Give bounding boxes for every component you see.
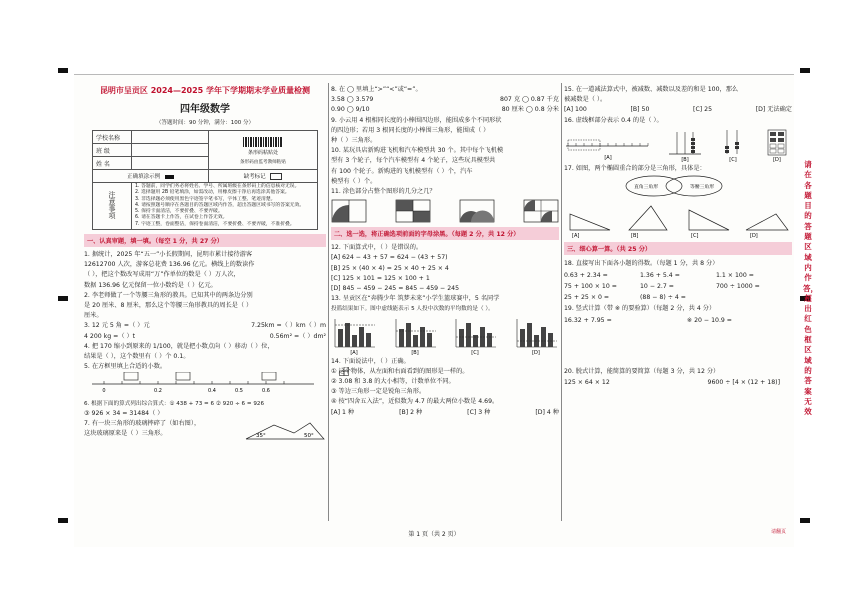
tick-label: 0.5 <box>235 388 243 395</box>
question-5: 5. 在方框里填上合适的小数。 0 0.2 0.4 0.5 0.6 <box>84 362 326 398</box>
triangle-a[interactable] <box>564 204 614 238</box>
venn-diagram <box>564 174 790 198</box>
corner-mark <box>800 68 810 73</box>
svg-text:[B]: [B] <box>410 349 419 355</box>
option-b[interactable]: [B] 2 种 <box>399 408 423 416</box>
svg-text:直角三角形: 直角三角形 <box>634 185 658 191</box>
section-1-header: 一、认真审题，填一填。（每空 1 分，共 27 分） <box>84 234 326 247</box>
svg-text:[A]: [A] <box>350 349 358 355</box>
attention-list: 1. 答题前，同学们务必将姓名、学号、所属班级在条形码上的信息核对无误。 2. 选择题用 2B 铅笔填涂，如需改动，用橡皮擦干净后再选涂其他答案。 3. 非选择题必须使用黑色字迹签字笔书写，字体工整、笔迹清楚。 4. 请按照题号顺序在各题目的答题区域内作答，超出答题区域书写的答案无效。 5. 保持卡面清洁，不要折叠、不要弄破。 6. 请在答题卡上作答，在试卷上作答无效。 7. 字迹工整，卷面整洁，保持卷面清洁，不要折叠、不要弄破，不准折叠。 <box>132 183 318 230</box>
shaded-figure <box>523 199 559 223</box>
shaded-figure <box>331 199 367 223</box>
work-area[interactable] <box>564 326 792 366</box>
broken-glass-figure <box>244 419 326 441</box>
abacus-option-b[interactable] <box>665 128 705 162</box>
svg-text:[D]: [D] <box>749 233 758 239</box>
option-c[interactable]: [C] 3 种 <box>467 408 491 416</box>
barcode-area: 条形码粘贴处 条形码由监考教师粘贴 <box>209 131 318 170</box>
svg-text:35°: 35° <box>256 433 266 440</box>
shaded-figure <box>395 199 431 223</box>
question-2: 2. 李老师做了一个等腰三角形的教具。已知其中的两条边分别 是 20 厘米、8 厘米，那么这个等腰三角形教具的周长是（ ） 厘米。 <box>84 291 253 320</box>
question-7: 7. 有一块三角形的玻璃摔碎了（如右图）， 这块玻璃原来是（ ）三角形。 35° 50° <box>84 419 326 439</box>
option-a[interactable]: [A] 100 <box>564 106 587 114</box>
tick-label: 0.2 <box>154 388 162 395</box>
number-line-option-a[interactable] <box>564 128 652 162</box>
bar-chart-c[interactable] <box>452 317 498 355</box>
question-8: 8. 在 ◯ 里填上“>”“<”或“=”。 3.58 ◯ 3.579 807 克 ◯ 0.87 千克 0.90 ◯ 9/10 80 厘米 ◯ 0.8 分米 <box>331 86 559 114</box>
student-info-table <box>92 130 318 230</box>
side-note: 请在各题目的答题区域内作答，超出红色框区域的答案无效 <box>803 160 818 417</box>
turn-page-tag: 请翻页 <box>770 529 786 535</box>
svg-text:[D]: [D] <box>532 349 540 355</box>
question-18: 18. 直接写出下面各小题的得数。（每题 1 分，共 8 分） 0.63 + 2.34 = 1.36 + 5.4 = 1.1 × 100 = 75 + 100 × 10 = 10 − 2.7 = 700 ÷ 1000 = 25 + 25 × 0 = (88 − 8) ÷ 4 = <box>564 260 760 302</box>
question-11: 11. 涂色部分占整个图形的几分之几？ <box>331 187 559 223</box>
triangle-c[interactable] <box>683 204 733 238</box>
question-1: 1. 据统计，2025 年“五一”小长假期间，昆明市累计接待游客 12612700 人次，游客总花费 136.96 亿元。横线上的数读作 （ ），把这个数改写成用“万”作单位的数是（ ）万人次， 数据 136.96 亿元保留一位小数约是（ ）亿元。 <box>84 251 255 289</box>
class-label: 班 级 <box>93 144 132 157</box>
answer-box[interactable] <box>262 372 276 380</box>
answer-box[interactable] <box>124 372 138 380</box>
grid-option-c[interactable] <box>719 128 749 162</box>
exam-title: 昆明市呈贡区 2024—2025 学年下学期期末学业质量检测 <box>99 86 311 95</box>
absent-mark-box[interactable] <box>270 173 282 180</box>
option-c[interactable]: [C] 25 <box>693 106 713 114</box>
shaded-figure <box>459 199 495 223</box>
triangle-b[interactable] <box>623 204 673 238</box>
section-2-header: 二、选一选，将正确选项前面的字母涂黑。（每题 2 分，共 12 分） <box>331 227 559 240</box>
bar-chart-b[interactable] <box>392 317 438 355</box>
school-field[interactable] <box>132 131 209 144</box>
decimal-figures <box>564 128 792 162</box>
fill-example-label: 正确填涂示例 <box>127 174 161 180</box>
page-footer: 第 1 页（共 2 页） <box>408 531 460 538</box>
bar-chart-options <box>331 317 559 355</box>
column-3 <box>564 85 792 527</box>
absent-mark-label: 缺考标记 <box>243 174 266 180</box>
class-field[interactable] <box>132 144 209 157</box>
option-b[interactable]: [B] 50 <box>630 106 650 114</box>
question-15: 15. 在一道减法算式中，被减数、减数以及差的和是 100，那么 被减数是（ ）。 [A] 100 [B] 50 [C] 25 [D] 无法确定 <box>564 85 792 116</box>
question-20: 20. 脱式计算，能简算的要简算（每题 3 分，共 12 分） 125 × 64 × 12 9600 ÷ [4 × (12 + 18)] <box>564 368 780 387</box>
corner-mark <box>58 296 68 301</box>
tick-label: 0 <box>102 388 106 395</box>
option-d[interactable]: [D] 4 种 <box>535 408 559 416</box>
option-d[interactable]: [D] 无法确定 <box>755 106 792 114</box>
question-14: 14. 下面说法中，（ ）正确。 ① 这个物体，从左面和右面看到的图形是一样的。 ② 3.08 和 3.8 的大小相等，计数单位不同。 ③ 等边三角形一定是锐角三角形。 ④ 按“四舍五入法”，近似数为 4.7 的最大两位小数是 4.69。 [A] 1 种 [B] 2 种 [C] 3 种 [D] 4 种 <box>331 357 559 418</box>
corner-mark <box>58 518 68 523</box>
svg-text:[C]: [C] <box>728 156 737 162</box>
corner-mark <box>800 518 810 523</box>
exam-info: （答题时间：90 分钟，满分：100 分） <box>156 120 254 126</box>
question-6: 6. 根据下面的算式列出综合算式：① 438 + 73 = 6 ② 920 ÷ 6 = 926 ③ 926 × 34 = 31484（ ） <box>84 400 265 417</box>
tick-label: 0.4 <box>208 388 216 395</box>
tick-label: 0.6 <box>262 388 270 395</box>
cube-stack-figure <box>339 367 353 376</box>
question-10: 10. 某玩具店新购进飞机和汽车模型共 30 个。其中每个飞机模 型有 3 个轮子，每个汽车模型有 4 个轮子，这些玩具模型共 有 100 个轮子。新购进的飞机模型有（ ）个，汽车 模型有（ ）个。 <box>331 147 504 185</box>
option-a[interactable]: [A] 1 种 <box>331 408 355 416</box>
question-13: 13. 呈贡区在“奔腾少年 筑梦未来”小学生篮球赛中，5 名同学 投篮结果如下。图中虚线能表示 5 人投中次数的平均数的是（ ）。 [A] [B] [C] [D] <box>331 294 559 354</box>
question-17: 17. 如图，两个椭圆重合的部分是三角形，具体是： 直角三角形 等腰三角形 [A] [B] [C] [D] <box>564 164 792 238</box>
svg-text:[C]: [C] <box>690 233 699 239</box>
column-2 <box>331 85 559 527</box>
answer-sheet <box>74 74 794 547</box>
svg-text:[D]: [D] <box>773 156 781 162</box>
barcode-icon <box>243 137 283 147</box>
question-16: 16. 虚线框部分表示 0.4 的是（ ）。 [A] [B] [C] [D] <box>564 116 792 162</box>
question-3: 3. 12 元 5 角 =（ ）元 7.25km =（ ）km（ ）m 4 200 kg =（ ）t 0.56m² =（ ）dm² <box>84 322 326 340</box>
svg-text:[B]: [B] <box>681 156 689 162</box>
fill-example-mark <box>165 175 174 179</box>
svg-text:[B]: [B] <box>631 233 639 239</box>
svg-text:等腰三角形: 等腰三角形 <box>690 185 714 191</box>
bar-chart-a[interactable] <box>331 317 377 355</box>
exam-subject: 四年级数学 <box>180 104 230 115</box>
question-9: 9. 小云用 4 根相同长度的小棒围四边形，能围成多个不同形状 的四边形；若用 3 根同长度的小棒围三角形，能围成（ ） 种（ ）三角形。 <box>331 116 502 145</box>
question-19: 19. 竖式计算（带 ※ 的要验算）（每题 2 分，共 4 分） 16.32 + 7.95 = ※ 20 − 10.9 = <box>564 303 792 366</box>
column-1 <box>84 85 326 527</box>
number-line <box>84 372 322 394</box>
name-label: 姓 名 <box>93 157 132 170</box>
attention-label: 注意事项 <box>108 191 116 219</box>
question-4: 4. 把 170 缩小到原来的 1/100，就是把小数点向（ ）移动（ ）位， 结果是（ ），这个数里有（ ）个 0.1。 <box>84 342 274 361</box>
bar-chart-d[interactable] <box>513 317 559 355</box>
svg-text:[C]: [C] <box>471 349 480 355</box>
section-3-header: 三、细心算一算。（共 25 分） <box>564 242 792 255</box>
corner-mark <box>58 68 68 73</box>
name-field[interactable] <box>132 157 209 170</box>
svg-text:50°: 50° <box>304 433 314 440</box>
svg-text:[A]: [A] <box>604 154 612 161</box>
school-label: 学校名称 <box>93 131 132 144</box>
svg-text:[A]: [A] <box>572 233 580 239</box>
grid-option-d[interactable] <box>762 128 792 162</box>
triangle-d[interactable] <box>742 204 792 238</box>
question-12: 12. 下面算式中，（ ）是错误的。 [A] 624 − 43 + 57 = 624 − (43 + 57) [B] 25 × (40 × 4) = 25 × 40 + 25 × 4 [C] 125 × 101 = 125 × 100 + 1 [D] 845 − 459 − 245 = 845 − 459 − 245 <box>331 244 460 293</box>
answer-box[interactable] <box>176 372 190 380</box>
triangle-options <box>564 204 792 238</box>
